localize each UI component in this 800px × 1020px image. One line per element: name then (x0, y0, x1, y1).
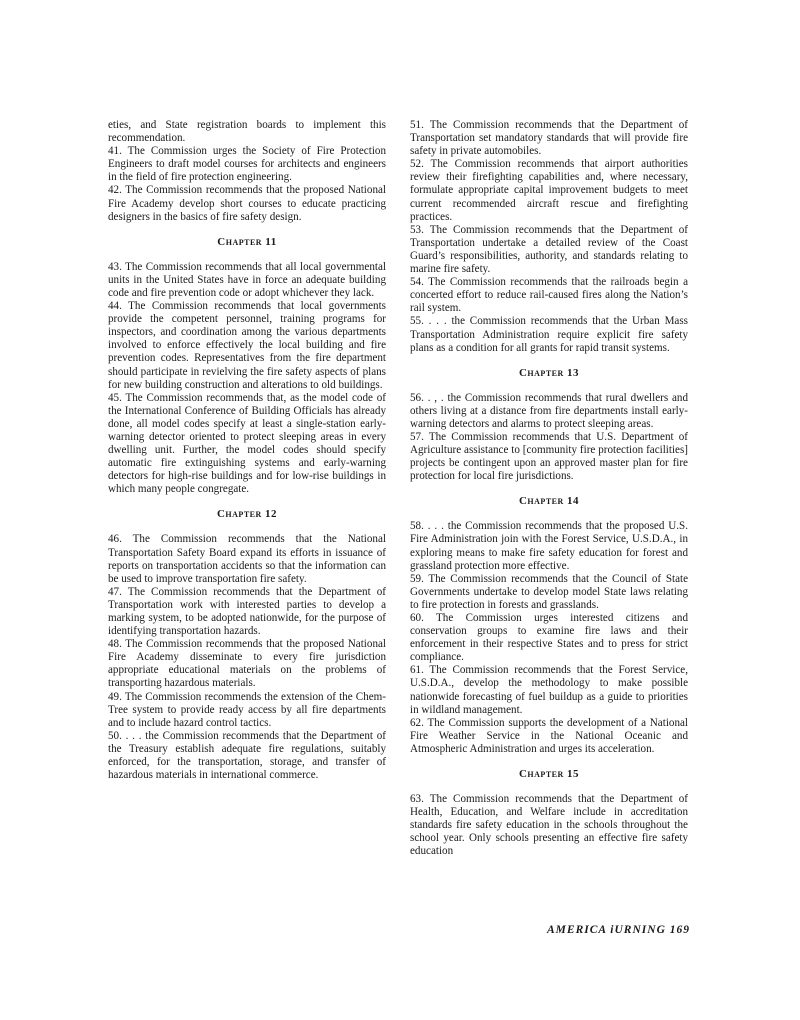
right-column (410, 119, 688, 859)
recommendation-51: 51. The Commission recommends that the Department of Transportation set mandatory standards that will provide fire safety in private automobiles. (410, 119, 688, 158)
recommendation-50: 50. . . . the Commission recommends that the Department of the Treasury establish adequate fire regulations, suitably enforced, for the transportation, storage, and transfer of hazardous materials in international commerce. (108, 729, 386, 782)
recommendation-45: 45. The Commission recommends that, as the model code of the International Conference of Building Officials has already done, all model codes specify at least a single-station early-warning detector oriented to protect sleeping areas in every dwelling unit. Further, the model codes should specify automatic fire extinguishing systems and early-warning detectors for high-rise buildings and for low-rise buildings in which many people congregate. (108, 391, 386, 496)
recommendation-47: 47. The Commission recommends that the Department of Transportation work with interested parties to develop a marking system, to be adopted nationwide, for the purpose of identifying transportation hazards. (108, 585, 386, 638)
recommendation-49: 49. The Commission recommends the extension of the Chem-Tree system to provide ready access by all fire departments and to include hazard control tactics. (108, 690, 386, 729)
recommendation-61: 61. The Commission recommends that the Forest Service, U.S.D.A., develop the methodology to make possible nationwide forecasting of fuel buildup as a guide to priorities in wildland management. (410, 664, 688, 716)
recommendation-44: 44. The Commission recommends that local governments provide the competent personnel, training programs for inspectors, and coordination among the various departments involved to enforce effectively the local building and fire prevention codes. Representatives from the fire department should participate in revielving the fire safety aspects of plans for new building construction and alterations to old buildings. (108, 300, 386, 391)
recommendation-48: 48. The Commission recommends that the proposed National Fire Academy disseminate to every fire jurisdiction appropriate educational materials on the problems of transporting hazardous materials. (108, 638, 386, 690)
chapter-14-heading: Chapter 14 (518, 495, 580, 508)
left-column (108, 119, 386, 782)
recommendation-42: 42. The Commission recommends that the proposed National Fire Academy develop short courses to educate practicing designers in the basics of fire safety design. (108, 184, 386, 223)
recommendation-52: 52. The Commission recommends that airport authorities review their firefighting capabilities and, where necessary, formulate appropriate capital improvement budgets to meet current recommended aircraft rescue and firefighting practices. (410, 158, 688, 223)
chapter-15-heading: Chapter 15 (518, 768, 580, 781)
recommendation-41: 41. The Commission urges the Society of Fire Protection Engineers to draft model courses for architects and engineers in the field of fire protection engineering. (108, 145, 386, 184)
recommendation-62: 62. The Commission supports the development of a National Fire Weather Service in the National Oceanic and Atmospheric Administration and urges its acceleration. (410, 716, 688, 755)
recommendation-59: 59. The Commission recommends that the Council of State Governments undertake to develop model State laws relating to fire protection in forests and grasslands. (410, 572, 688, 611)
recommendation-63: 63. The Commission recommends that the Department of Health, Education, and Welfare include in accreditation standards fire safety education in the schools throughout the school year. Only schools presenting an effective fire safety education (410, 793, 688, 858)
recommendation-55: 55. . . . the Commission recommends that the Urban Mass Transportation Administration require explicit fire safety plans as a condition for all grants for rapid transit systems. (410, 315, 688, 354)
recommendation-56: 56. . , . the Commission recommends that rural dwellers and others living at a distance from fire departments install early-warning detectors and alarms to protect sleeping areas. (410, 391, 688, 430)
recommendation-43: 43. The Commission recommends that all local governmental units in the United States have in force an adequate building code and fire prevention code or adopt whichever they lack. (108, 260, 386, 299)
recommendation-58: 58. . . . the Commission recommends that the proposed U.S. Fire Administration join with the Forest Service, U.S.D.A., in exploring means to make fire safety education for forest and grassland protection more effective. (410, 520, 688, 572)
recommendation-60: 60. The Commission urges interested citizens and conservation groups to examine fire laws and their enforcement in their respective States and to press for strict compliance. (410, 612, 688, 664)
paragraph-continuation: eties, and State registration boards to implement this recommendation. (108, 119, 386, 145)
recommendation-57: 57. The Commission recommends that U.S. Department of Agriculture assistance to [community fire protection facilities] projects be contingent upon an approved master plan for fire protection for local fire jurisdictions. (410, 430, 688, 483)
recommendation-53: 53. The Commission recommends that the Department of Transportation undertake a detailed review of the Coast Guard’s responsibilities, authority, and standards relating to marine fire safety. (410, 223, 688, 276)
recommendation-54: 54. The Commission recommends that the railroads begin a concerted effort to reduce rail-caused fires along the Nation’s rail system. (410, 276, 688, 315)
chapter-12-heading: Chapter 12 (216, 508, 278, 521)
running-footer: AMERICA iURNING 169 (547, 924, 690, 936)
chapter-13-heading: Chapter 13 (518, 366, 580, 379)
recommendation-46: 46. The Commission recommends that the National Transportation Safety Board expand its efforts in issuance of reports on transportation accidents so that the information can be used to improve transportation fire safety. (108, 533, 386, 585)
chapter-11-heading: Chapter 11 (217, 235, 277, 248)
